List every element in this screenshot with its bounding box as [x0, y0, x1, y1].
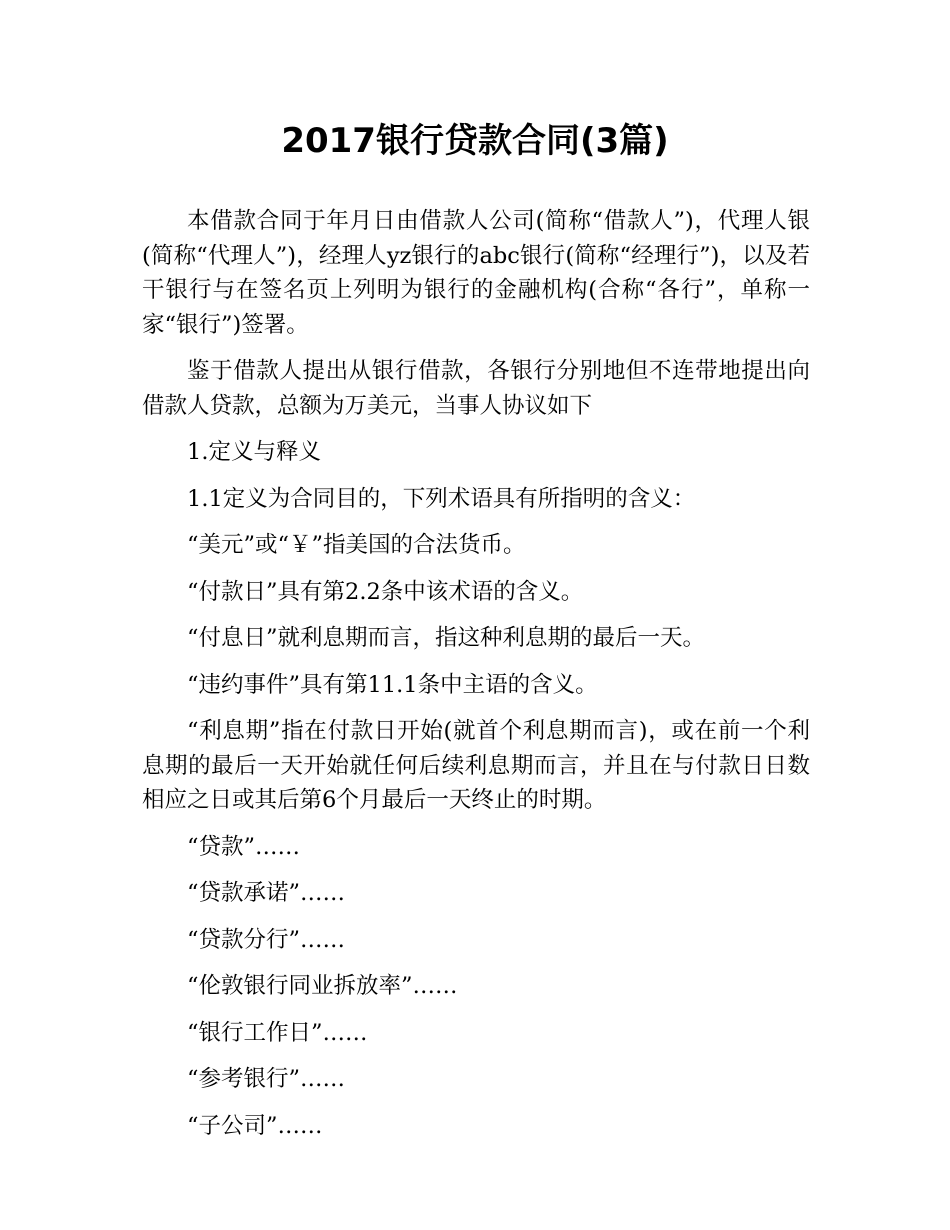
definition-item: “利息期”指在付款日开始(就首个利息期而言)，或在前一个利息期的最后一天开始就任何后续利息期而言，并且在与付款日日数相应之日或其后第6个月最后一天终止的时期。 — [142, 718, 810, 813]
definition-item: “伦敦银行同业拆放率”…… — [187, 973, 458, 999]
paragraph: 1.1定义为合同目的，下列术语具有所指明的含义： — [187, 485, 696, 512]
definition-item: “参考银行”…… — [187, 1066, 346, 1092]
section-heading: 1.定义与释义 — [187, 439, 321, 465]
definition-item: “贷款”…… — [187, 833, 301, 860]
document-body — [142, 204, 810, 1155]
paragraph: 本借款合同于年月日由借款人公司(简称“借款人”)，代理人银(简称“代理人”)，经理人yz银行的abc银行(简称“经理行”)，以及若干银行与在签名页上列明为银行的金融机构(合称“各行”，单称一家“银行”)签署。 — [142, 208, 810, 338]
paragraph: 鉴于借款人提出从银行借款，各银行分别地但不连带地提出向借款人贷款，总额为万美元，当事人协议如下 — [142, 358, 810, 419]
definition-item: “贷款承诺”…… — [187, 880, 346, 906]
definition-item: “美元”或“￥”指美国的合法货币。 — [187, 532, 526, 558]
document-title: 2017银行贷款合同(3篇) — [281, 121, 669, 161]
definition-item: “付息日”就利息期而言，指这种利息期的最后一天。 — [187, 625, 706, 651]
definition-item: “子公司”…… — [187, 1112, 323, 1139]
definition-item: “贷款分行”…… — [187, 926, 346, 953]
definition-item: “违约事件”具有第11.1条中主语的含义。 — [187, 671, 598, 698]
definition-item: “银行工作日”…… — [187, 1019, 368, 1046]
definition-item: “付款日”具有第2.2条中该术语的含义。 — [187, 578, 584, 605]
